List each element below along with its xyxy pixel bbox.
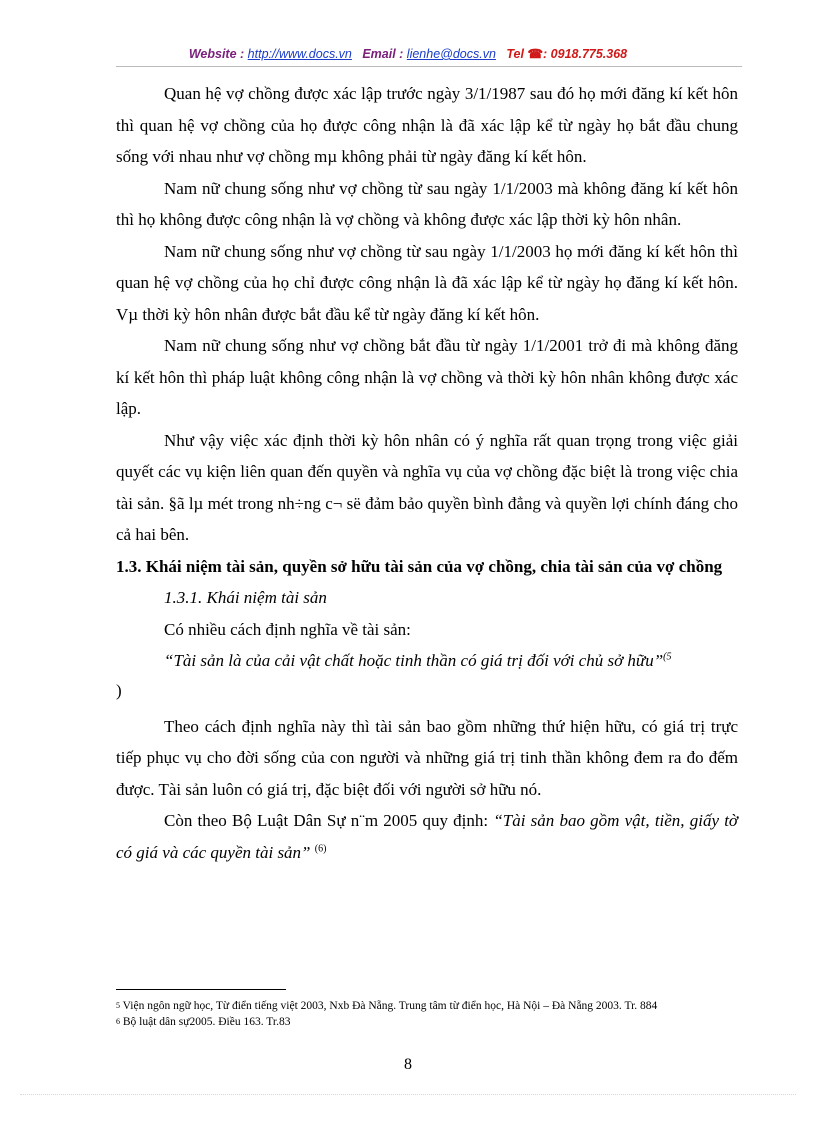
- legal-quote: “Tài sản bao gồm vật, tiền, giấy tờ có giá và các quyền tài sản”: [116, 811, 739, 862]
- subsection-heading: 1.3.1. Khái niệm tài sản: [164, 588, 327, 607]
- footnote-divider: [116, 989, 286, 990]
- page-number: 8: [404, 1056, 412, 1073]
- section-heading: 1.3. Khái niệm tài sản, quyền sở hữu tài sản của vợ chồng, chia tài sản của vợ chồng: [116, 556, 723, 576]
- email-label: Email :: [362, 47, 404, 61]
- email-link[interactable]: lienhe@docs.vn: [406, 47, 496, 61]
- document-body: [116, 78, 738, 868]
- definition-quote: [116, 645, 738, 677]
- footnote-number: 6: [116, 1017, 120, 1026]
- footnote-ref-5[interactable]: (5: [663, 651, 672, 663]
- page-bottom-divider: [20, 1094, 796, 1095]
- footnote-number: 5: [116, 1001, 120, 1010]
- footnote-text: Viện ngôn ngữ học, Từ điển tiếng việt 2003, Nxb Đà Nẵng. Trung tâm từ điển học, Hà Nội – Đà Nẵng 2003. Tr. 884: [122, 1000, 658, 1012]
- quote-text: “Tài sản là của cải vật chất hoặc tinh thần có giá trị đối với chủ sở hữu”: [164, 651, 664, 670]
- tel-label: Tel: [506, 47, 524, 61]
- quote-ref-close: ): [116, 680, 122, 700]
- page-header: [0, 46, 816, 61]
- paragraph-2: Nam nữ chung sống như vợ chồng từ sau ngày 1/1/2003 mà không đăng kí kết hôn thì họ không được công nhận là vợ chồng và không được xác lập thời kỳ hôn nhân.: [116, 178, 738, 229]
- paragraph-8: [116, 805, 738, 868]
- paragraph-7: Theo cách định nghĩa này thì tài sản bao gồm những thứ hiện hữu, có giá trị trực tiếp phục vụ cho đời sống của con người và những giá trị tinh thần không đem ra đo đếm được. Tài sản luôn có giá trị, đặc biệt đối với người sở hữu nó.: [116, 716, 738, 799]
- paragraph-3: Nam nữ chung sống như vợ chồng từ sau ngày 1/1/2003 họ mới đăng kí kết hôn thì quan hệ vợ chồng của họ chỉ được công nhận là đã xác lập kể từ ngày họ đăng kí kết hôn. Vµ thời kỳ hôn nhân được bắt đầu kể từ ngày đăng kí kết hôn.: [116, 241, 738, 324]
- paragraph-6: Có nhiều cách định nghĩa về tài sản:: [164, 619, 411, 639]
- tel-number: : 0918.775.368: [543, 47, 628, 61]
- footnote-6: [116, 1014, 738, 1030]
- footnote-text: Bộ luật dân sự2005. Điều 163. Tr.83: [122, 1016, 291, 1028]
- website-link[interactable]: http://www.docs.vn: [247, 47, 352, 61]
- footnote-5: [116, 998, 738, 1014]
- website-label: Website :: [188, 47, 245, 61]
- footnotes: [116, 998, 738, 1030]
- footnote-ref-6[interactable]: (6): [314, 842, 327, 854]
- paragraph-5: Như vậy việc xác định thời kỳ hôn nhân có ý nghĩa rất quan trọng trong việc giải quyết các vụ kiện liên quan đến quyền và nghĩa vụ của vợ chồng đặc biệt là trong việc chia tài sản. §ã lµ mét trong nh÷ng c¬ së đảm bảo quyền bình đẳng và quyền lợi chính đáng cho cả hai bên.: [116, 430, 738, 544]
- paragraph-8-lead: Còn theo Bộ Luật Dân Sự n¨m 2005 quy định:: [164, 811, 494, 830]
- phone-icon: ☎: [527, 47, 544, 61]
- header-divider: [116, 66, 742, 67]
- paragraph-1: Quan hệ vợ chồng được xác lập trước ngày 3/1/1987 sau đó họ mới đăng kí kết hôn thì quan hệ vợ chồng của họ được công nhận là đã xác lập kể từ ngày họ bắt đầu chung sống với nhau như vợ chồng mµ không phải từ ngày đăng kí kết hôn.: [116, 84, 738, 166]
- paragraph-4: Nam nữ chung sống như vợ chồng bắt đầu từ ngày 1/1/2001 trở đi mà không đăng kí kết hôn thì pháp luật không công nhận là vợ chồng và thời kỳ hôn nhân không được xác lập.: [116, 336, 738, 418]
